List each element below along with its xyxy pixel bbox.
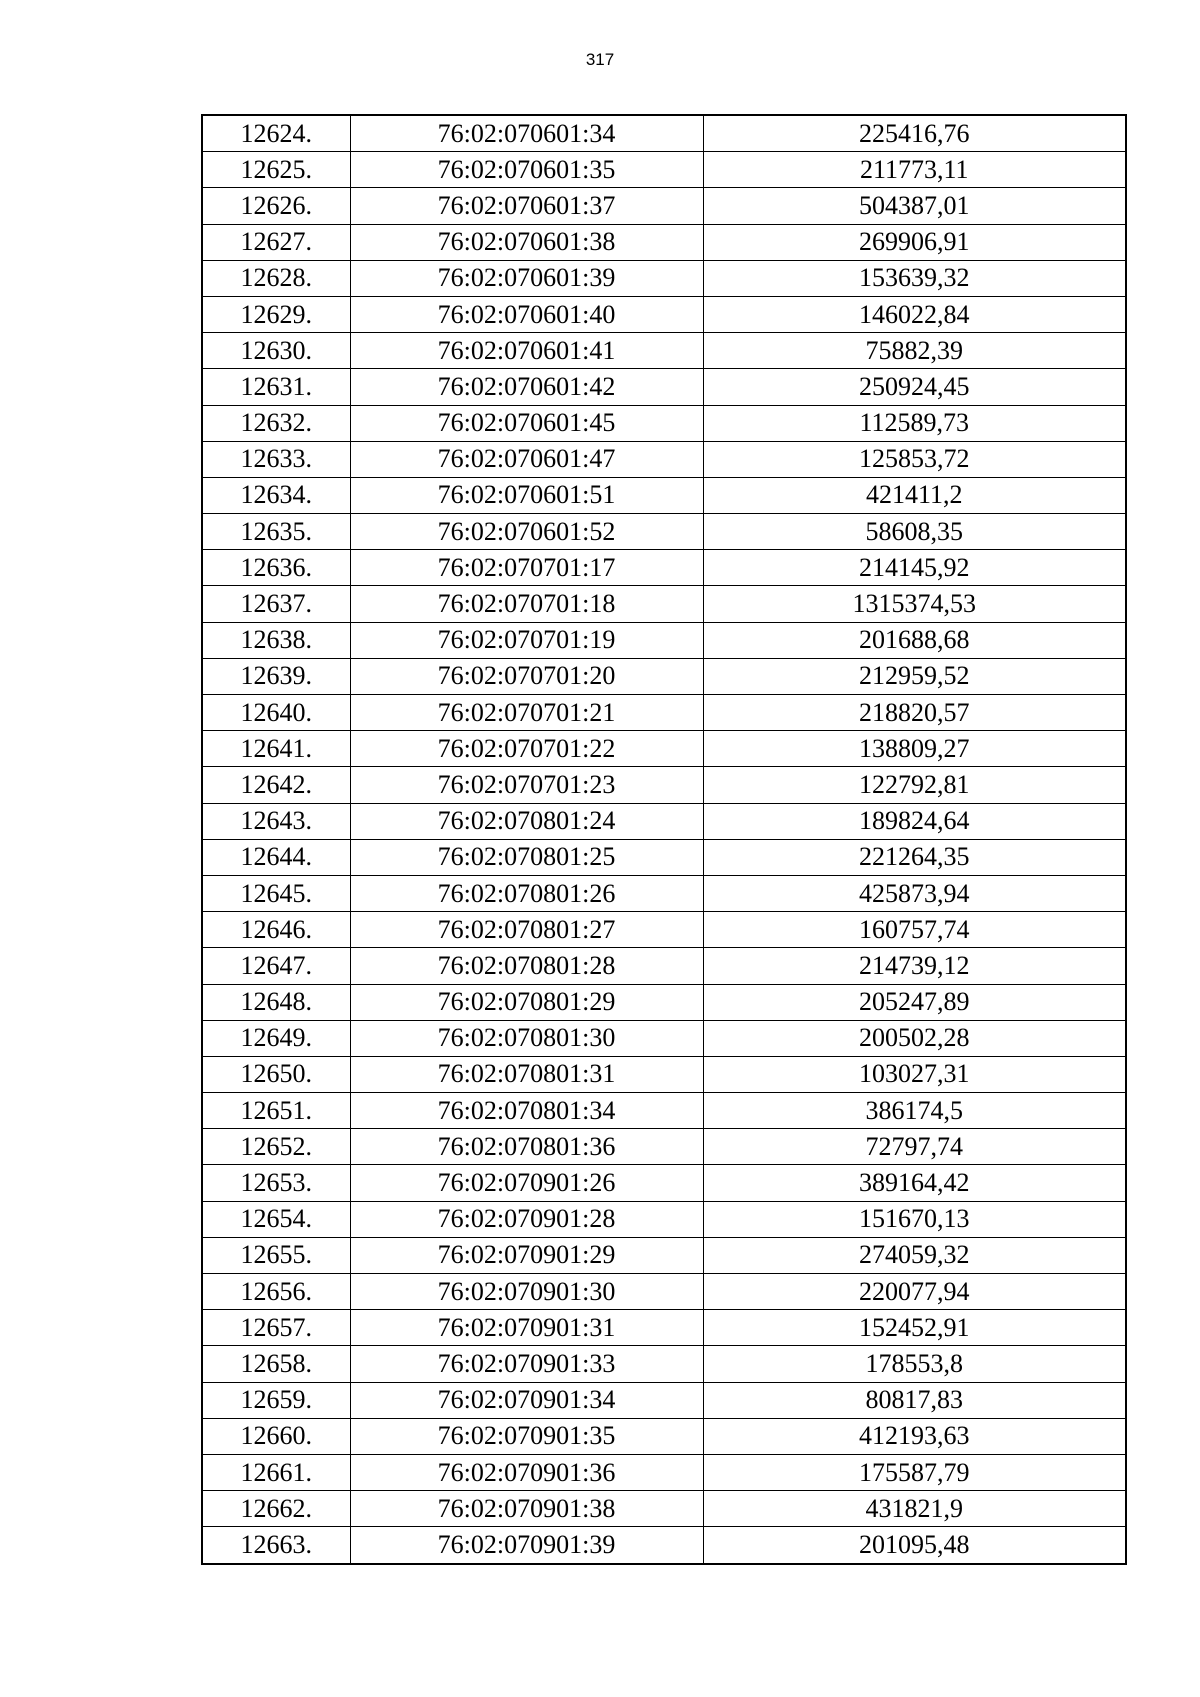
cadastral-number-cell: 76:02:070901:33 <box>350 1346 703 1382</box>
value-cell: 178553,8 <box>703 1346 1126 1382</box>
row-number-cell: 12653. <box>202 1165 350 1201</box>
cadastral-number-cell: 76:02:070801:28 <box>350 948 703 984</box>
cadastral-number-cell: 76:02:070801:29 <box>350 984 703 1020</box>
table-row <box>202 695 1126 731</box>
row-number-cell: 12628. <box>202 260 350 296</box>
cadastral-number-cell: 76:02:070801:24 <box>350 803 703 839</box>
cadastral-number-cell: 76:02:070601:42 <box>350 369 703 405</box>
cadastral-number-cell: 76:02:070601:34 <box>350 115 703 152</box>
cadastral-number-cell: 76:02:070601:47 <box>350 441 703 477</box>
value-cell: 72797,74 <box>703 1129 1126 1165</box>
value-cell: 200502,28 <box>703 1020 1126 1056</box>
cadastral-number-cell: 76:02:070901:35 <box>350 1418 703 1454</box>
table-row <box>202 296 1126 332</box>
row-number-cell: 12635. <box>202 514 350 550</box>
value-cell: 218820,57 <box>703 695 1126 731</box>
table-row <box>202 1382 1126 1418</box>
page-number: 317 <box>585 50 615 69</box>
table-row <box>202 1310 1126 1346</box>
value-cell: 201688,68 <box>703 622 1126 658</box>
table-row <box>202 875 1126 911</box>
cadastral-number-cell: 76:02:070901:28 <box>350 1201 703 1237</box>
row-number-cell: 12656. <box>202 1274 350 1310</box>
value-cell: 504387,01 <box>703 188 1126 224</box>
value-cell: 269906,91 <box>703 224 1126 260</box>
cadastral-number-cell: 76:02:070801:26 <box>350 875 703 911</box>
cadastral-number-cell: 76:02:070601:39 <box>350 260 703 296</box>
value-cell: 189824,64 <box>703 803 1126 839</box>
row-number-cell: 12632. <box>202 405 350 441</box>
table-row <box>202 514 1126 550</box>
value-cell: 250924,45 <box>703 369 1126 405</box>
cadastral-number-cell: 76:02:070701:23 <box>350 767 703 803</box>
table-row <box>202 1454 1126 1490</box>
row-number-cell: 12626. <box>202 188 350 224</box>
row-number-cell: 12629. <box>202 296 350 332</box>
value-cell: 80817,83 <box>703 1382 1126 1418</box>
cadastral-number-cell: 76:02:070901:34 <box>350 1382 703 1418</box>
value-cell: 211773,11 <box>703 152 1126 188</box>
value-cell: 214739,12 <box>703 948 1126 984</box>
row-number-cell: 12625. <box>202 152 350 188</box>
value-cell: 151670,13 <box>703 1201 1126 1237</box>
table-row <box>202 767 1126 803</box>
value-cell: 205247,89 <box>703 984 1126 1020</box>
cadastral-number-cell: 76:02:070901:31 <box>350 1310 703 1346</box>
row-number-cell: 12658. <box>202 1346 350 1382</box>
row-number-cell: 12640. <box>202 695 350 731</box>
cadastral-number-cell: 76:02:070701:20 <box>350 658 703 694</box>
row-number-cell: 12662. <box>202 1491 350 1527</box>
value-cell: 1315374,53 <box>703 586 1126 622</box>
cadastral-number-cell: 76:02:070701:22 <box>350 731 703 767</box>
value-cell: 122792,81 <box>703 767 1126 803</box>
value-cell: 274059,32 <box>703 1237 1126 1273</box>
table-row <box>202 948 1126 984</box>
table-row <box>202 984 1126 1020</box>
row-number-cell: 12647. <box>202 948 350 984</box>
cadastral-number-cell: 76:02:070801:27 <box>350 912 703 948</box>
row-number-cell: 12646. <box>202 912 350 948</box>
cadastral-number-cell: 76:02:070901:29 <box>350 1237 703 1273</box>
row-number-cell: 12651. <box>202 1093 350 1129</box>
table-row <box>202 1527 1126 1564</box>
row-number-cell: 12661. <box>202 1454 350 1490</box>
cadastral-number-cell: 76:02:070801:25 <box>350 839 703 875</box>
table-row <box>202 1093 1126 1129</box>
row-number-cell: 12631. <box>202 369 350 405</box>
value-cell: 153639,32 <box>703 260 1126 296</box>
row-number-cell: 12645. <box>202 875 350 911</box>
value-cell: 221264,35 <box>703 839 1126 875</box>
table-body <box>202 115 1126 1564</box>
row-number-cell: 12643. <box>202 803 350 839</box>
value-cell: 112589,73 <box>703 405 1126 441</box>
value-cell: 386174,5 <box>703 1093 1126 1129</box>
table-row <box>202 550 1126 586</box>
table-row <box>202 369 1126 405</box>
row-number-cell: 12633. <box>202 441 350 477</box>
table-row <box>202 1201 1126 1237</box>
table-row <box>202 1020 1126 1056</box>
value-cell: 389164,42 <box>703 1165 1126 1201</box>
cadastral-number-cell: 76:02:070801:31 <box>350 1056 703 1092</box>
value-cell: 214145,92 <box>703 550 1126 586</box>
table-row <box>202 260 1126 296</box>
cadastral-number-cell: 76:02:070901:30 <box>350 1274 703 1310</box>
value-cell: 212959,52 <box>703 658 1126 694</box>
cadastral-number-cell: 76:02:070701:21 <box>350 695 703 731</box>
value-cell: 152452,91 <box>703 1310 1126 1346</box>
row-number-cell: 12636. <box>202 550 350 586</box>
row-number-cell: 12638. <box>202 622 350 658</box>
cadastral-number-cell: 76:02:070901:39 <box>350 1527 703 1564</box>
value-cell: 75882,39 <box>703 333 1126 369</box>
row-number-cell: 12642. <box>202 767 350 803</box>
row-number-cell: 12648. <box>202 984 350 1020</box>
table-row <box>202 658 1126 694</box>
row-number-cell: 12637. <box>202 586 350 622</box>
table-row <box>202 405 1126 441</box>
row-number-cell: 12624. <box>202 115 350 152</box>
table-row <box>202 333 1126 369</box>
table-row <box>202 1056 1126 1092</box>
cadastral-number-cell: 76:02:070601:38 <box>350 224 703 260</box>
row-number-cell: 12663. <box>202 1527 350 1564</box>
value-cell: 421411,2 <box>703 477 1126 513</box>
value-cell: 146022,84 <box>703 296 1126 332</box>
table-row <box>202 441 1126 477</box>
row-number-cell: 12634. <box>202 477 350 513</box>
value-cell: 58608,35 <box>703 514 1126 550</box>
row-number-cell: 12641. <box>202 731 350 767</box>
cadastral-number-cell: 76:02:070601:41 <box>350 333 703 369</box>
row-number-cell: 12650. <box>202 1056 350 1092</box>
cadastral-number-cell: 76:02:070901:38 <box>350 1491 703 1527</box>
table-row <box>202 188 1126 224</box>
value-cell: 425873,94 <box>703 875 1126 911</box>
row-number-cell: 12639. <box>202 658 350 694</box>
table-row <box>202 803 1126 839</box>
table-row <box>202 586 1126 622</box>
row-number-cell: 12660. <box>202 1418 350 1454</box>
row-number-cell: 12652. <box>202 1129 350 1165</box>
table-row <box>202 1129 1126 1165</box>
table-row <box>202 477 1126 513</box>
cadastral-number-cell: 76:02:070801:30 <box>350 1020 703 1056</box>
value-cell: 175587,79 <box>703 1454 1126 1490</box>
table-row <box>202 1237 1126 1273</box>
row-number-cell: 12644. <box>202 839 350 875</box>
cadastral-number-cell: 76:02:070701:19 <box>350 622 703 658</box>
cadastral-value-table <box>201 114 1127 1565</box>
value-cell: 103027,31 <box>703 1056 1126 1092</box>
table-row <box>202 1418 1126 1454</box>
table-row <box>202 622 1126 658</box>
cadastral-number-cell: 76:02:070601:37 <box>350 188 703 224</box>
value-cell: 160757,74 <box>703 912 1126 948</box>
row-number-cell: 12655. <box>202 1237 350 1273</box>
cadastral-number-cell: 76:02:070801:36 <box>350 1129 703 1165</box>
table-row <box>202 731 1126 767</box>
cadastral-number-cell: 76:02:070601:52 <box>350 514 703 550</box>
row-number-cell: 12654. <box>202 1201 350 1237</box>
table-row <box>202 1274 1126 1310</box>
table-row <box>202 152 1126 188</box>
cadastral-number-cell: 76:02:070601:40 <box>350 296 703 332</box>
cadastral-number-cell: 76:02:070601:51 <box>350 477 703 513</box>
table-row <box>202 115 1126 152</box>
value-cell: 125853,72 <box>703 441 1126 477</box>
cadastral-number-cell: 76:02:070701:17 <box>350 550 703 586</box>
cadastral-number-cell: 76:02:070601:45 <box>350 405 703 441</box>
table-row <box>202 839 1126 875</box>
cadastral-number-cell: 76:02:070601:35 <box>350 152 703 188</box>
value-cell: 431821,9 <box>703 1491 1126 1527</box>
table-row <box>202 1491 1126 1527</box>
row-number-cell: 12649. <box>202 1020 350 1056</box>
value-cell: 412193,63 <box>703 1418 1126 1454</box>
row-number-cell: 12657. <box>202 1310 350 1346</box>
cadastral-number-cell: 76:02:070901:36 <box>350 1454 703 1490</box>
table-row <box>202 1165 1126 1201</box>
table-row <box>202 224 1126 260</box>
value-cell: 225416,76 <box>703 115 1126 152</box>
row-number-cell: 12627. <box>202 224 350 260</box>
cadastral-number-cell: 76:02:070901:26 <box>350 1165 703 1201</box>
value-cell: 201095,48 <box>703 1527 1126 1564</box>
row-number-cell: 12630. <box>202 333 350 369</box>
table-row <box>202 912 1126 948</box>
row-number-cell: 12659. <box>202 1382 350 1418</box>
value-cell: 138809,27 <box>703 731 1126 767</box>
value-cell: 220077,94 <box>703 1274 1126 1310</box>
cadastral-number-cell: 76:02:070701:18 <box>350 586 703 622</box>
cadastral-number-cell: 76:02:070801:34 <box>350 1093 703 1129</box>
table-row <box>202 1346 1126 1382</box>
